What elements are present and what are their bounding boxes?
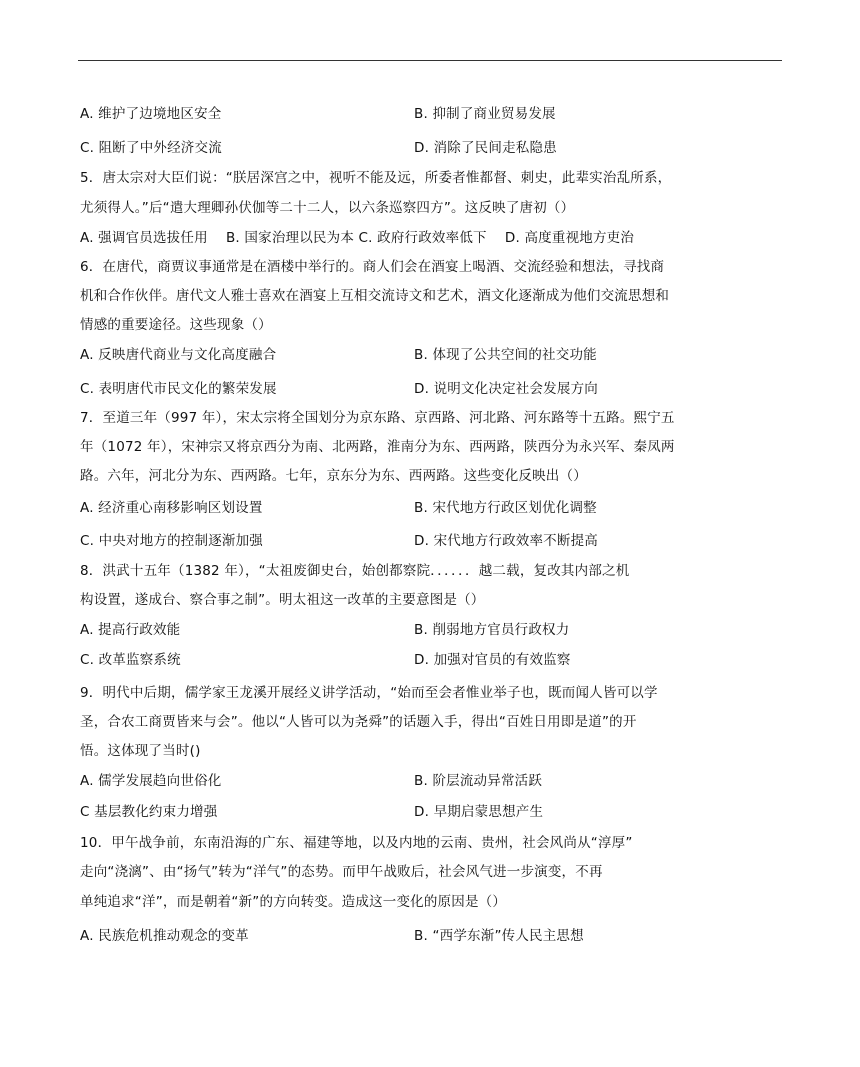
q10-option-b: B. “西学东渐”传人民主思想 (414, 928, 584, 944)
q9-stem-line-3: 悟。这体现了当时() (80, 743, 201, 759)
q4-option-b: B. 抑制了商业贸易发展 (414, 106, 556, 122)
q5-stem-line-2: 尤须得人。”后“遣大理卿孙伏伽等二十二人，以六条巡察四方”。这反映了唐初（） (80, 200, 575, 216)
q8-stem-line-1: 8．洪武十五年（1382 年），“太祖废御史台，始创都察院．．．．．．越二载，复改其内部之机 (80, 563, 630, 579)
q7-option-a: A. 经济重心南移影响区划设置 (80, 500, 263, 516)
q7-option-d: D. 宋代地方行政效率不断提高 (414, 533, 598, 549)
q9-stem-line-2: 圣，合农工商贾皆来与会”。他以“人皆可以为尧舜”的话题入手，得出“百姓日用即是道”的开 (80, 714, 637, 730)
q10-stem-line-3: 单纯追求“洋”，而是朝着“新”的方向转变。造成这一变化的原因是（） (80, 894, 507, 910)
q9-option-a: A. 儒学发展趋向世俗化 (80, 773, 222, 789)
q4-option-a: A. 维护了边境地区安全 (80, 106, 222, 122)
q6-option-d: D. 说明文化决定社会发展方向 (414, 381, 598, 397)
q7-stem-line-2: 年（1072 年），宋神宗又将京西分为南、北两路，淮南分为东、西两路，陕西分为永兴军、秦凤两 (80, 439, 675, 455)
q4-option-c: C. 阻断了中外经济交流 (80, 140, 222, 156)
q7-stem-line-3: 路。六年，河北分为东、西两路。七年，京东分为东、西两路。这些变化反映出（） (80, 468, 587, 484)
q8-option-b: B. 削弱地方官员行政权力 (414, 622, 570, 638)
q6-option-c: C. 表明唐代市民文化的繁荣发展 (80, 381, 277, 397)
header-rule (78, 60, 782, 61)
q8-option-c: C. 改革监察系统 (80, 652, 181, 668)
q8-option-a: A. 提高行政效能 (80, 622, 181, 638)
q6-option-a: A. 反映唐代商业与文化高度融合 (80, 347, 277, 363)
q9-option-c: C 基层教化约束力增强 (80, 804, 218, 820)
q6-option-b: B. 体现了公共空间的社交功能 (414, 347, 597, 363)
q7-stem-line-1: 7．至道三年（997 年），宋太宗将全国划分为京东路、京西路、河北路、河东路等十五路。熙宁五 (80, 410, 675, 426)
q10-option-a: A. 民族危机推动观念的变革 (80, 928, 249, 944)
q7-option-b: B. 宋代地方行政区划优化调整 (414, 500, 597, 516)
q5-options: A. 强调官员选拔任用 B. 国家治理以民为本 C. 政府行政效率低下 D. 高度重视地方吏治 (80, 230, 635, 246)
q6-stem-line-3: 情感的重要途径。这些现象（） (80, 317, 272, 333)
q5-stem-line-1: 5．唐太宗对大臣们说：“朕居深宫之中，视听不能及远，所委者惟都督、刺史，此辈实治乱所系， (80, 170, 672, 186)
q7-option-c: C. 中央对地方的控制逐渐加强 (80, 533, 264, 549)
q4-option-d: D. 消除了民间走私隐患 (414, 140, 557, 156)
q8-stem-line-2: 构设置，遂成台、察合事之制”。明太祖这一改革的主要意图是（） (80, 592, 485, 608)
q10-stem-line-1: 10．甲午战争前，东南沿海的广东、福建等地，以及内地的云南、贵州，社会风尚从“淳厚” (80, 835, 633, 851)
q8-option-d: D. 加强对官员的有效监察 (414, 652, 571, 668)
q10-stem-line-2: 走向“浇漓”、由“扬气”转为“洋气”的态势。而甲午战败后，社会风气进一步演变，不再 (80, 864, 603, 880)
q9-option-b: B. 阶层流动异常活跃 (414, 773, 543, 789)
q6-stem-line-1: 6．在唐代，商贾议事通常是在酒楼中举行的。商人们会在酒宴上喝酒、交流经验和想法，寻找商 (80, 259, 665, 275)
q9-option-d: D. 早期启蒙思想产生 (414, 804, 544, 820)
q6-stem-line-2: 机和合作伙伴。唐代文人雅士喜欢在酒宴上互相交流诗文和艺术，酒文化逐渐成为他们交流思想和 (80, 288, 670, 304)
q9-stem-line-1: 9．明代中后期，儒学家王龙溪开展经义讲学活动，“始而至会者惟业举子也，既而闻人皆可以学 (80, 685, 658, 701)
